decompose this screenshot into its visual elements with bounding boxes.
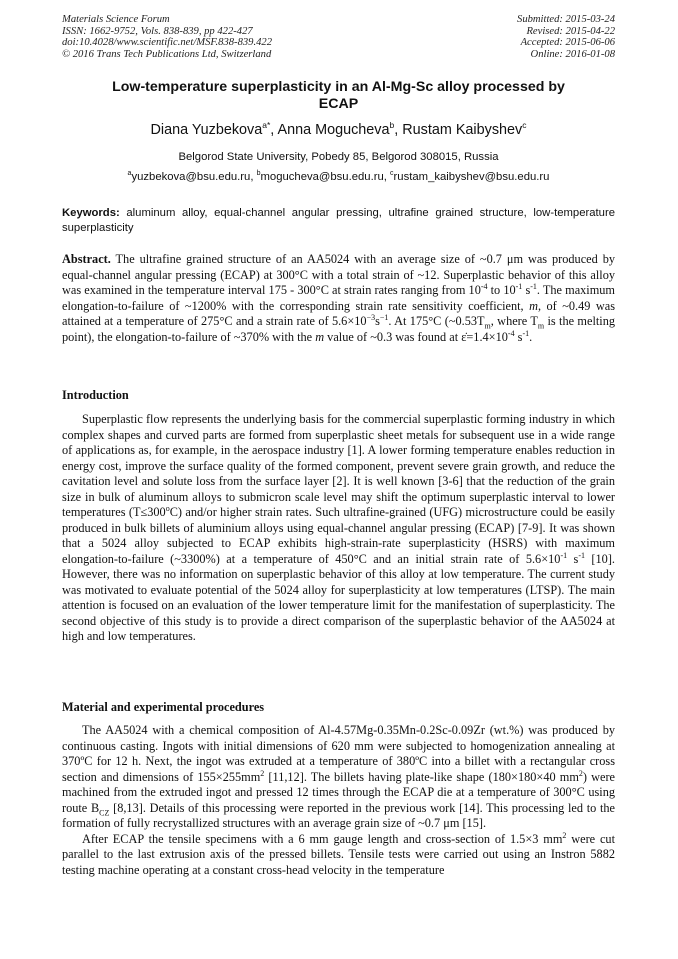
abstract-text: . The maximum elongation-to-failure of ~1200% with the corresponding strain rate sensitivity coefficient,: [62, 283, 615, 313]
online-date: Online: 2016-01-08: [530, 48, 615, 60]
keywords-label: Keywords:: [62, 207, 120, 219]
author-1: Diana Yuzbekova: [150, 122, 263, 138]
superscript: -1: [560, 550, 568, 560]
title-line-1: Low-temperature superplasticity in an Al-Mg-Sc alloy processed by: [112, 79, 565, 95]
journal-name: Materials Science Forum: [62, 14, 170, 25]
materials-body: [62, 723, 615, 878]
materials-heading: Material and experimental procedures: [62, 700, 265, 714]
paragraph-text: s: [567, 551, 579, 566]
abstract-text: , of ~0.49 was attained at a temperature of 275°C and a strain rate of 5.6×10: [62, 298, 615, 328]
abstract-text: .: [529, 329, 533, 344]
revised-date: Revised: 2015-04-22: [526, 25, 615, 37]
paragraph-text: After ECAP the tensile specimens with a 6 mm gauge length and cross-section of 1.5×3 mm: [82, 831, 563, 846]
exponent: -4: [480, 281, 488, 291]
exponent: -1: [515, 281, 523, 291]
paragraph-text: C) and/or higher strain rates. Such ultrafine-grained (UFG) microstructure could be easily produced in bulk billets of aluminium alloys using equal-channel angular pressing (ECAP) [7-9]. It was shown that a 5024 alloy subjected to ECAP exhibits high-strain-rate superplasticity (HSRS) with maximum elongation-to-failure (~3300%) at a temperature of 450°C and an initial strain rate of 5.6×10: [62, 505, 615, 566]
introduction-paragraph: [62, 412, 615, 645]
abstract: [62, 252, 615, 345]
abstract-text: , where T: [490, 314, 538, 328]
author-list: [62, 121, 615, 139]
abstract-text: value of ~0.3 was found at ε̇=1.4×10: [324, 329, 508, 344]
email-2-marker: b: [256, 170, 261, 178]
abstract-text: . At 175°C (~0.53T: [388, 314, 485, 328]
superscript: o: [165, 503, 170, 513]
email-1[interactable]: yuzbekova@bsu.edu.ru,: [131, 171, 257, 183]
submitted-date: Submitted: 2015-03-24: [517, 14, 615, 25]
superscript: -1: [578, 550, 585, 560]
email-3[interactable]: rustam_kaibyshev@bsu.edu.ru: [393, 171, 550, 183]
abstract-text: s: [514, 329, 523, 344]
abstract-text: is the melting point), the elongation-to-failure of ~370% with the: [62, 314, 615, 344]
author-3: , Rustam Kaibyshev: [394, 122, 523, 138]
introduction-heading: Introduction: [62, 388, 129, 402]
email-3-marker: c: [390, 170, 394, 178]
exponent: -1: [522, 328, 530, 338]
subscript: m: [537, 321, 545, 331]
superscript: 2: [260, 768, 265, 778]
paragraph-text: The AA5024 with a chemical composition of Al-4.57Mg-0.35Mn-0.2Sc-0.09Zr (wt.%) was produced by continuous casting. Ingots with initial dimensions of 620 mm were subjected to homogenization annealing at 370ºC for 12 h. Next, the ingot was extruded at a temperature of 380ºC into a billet with a rectangular cross section and dimensions of 155×255mm: [62, 723, 615, 784]
author-3-marker: c: [522, 120, 527, 131]
paragraph-text: Superplastic flow represents the underlying basis for the commercial superplastic forming industry in which complex shapes and curved parts are formed from superplastic sheet metals for subsequent use in a wide range of applications as, for example, in the aerospace industry [1]. A lower forming temperature enables reduction in energy cost, improve the surface quality of the formed component, prevent severe grain growth, and reduce the cavitation level and solute loss from the surface layer [2]. It is well known [3-6] that the reduction of the grain size in bulk of aluminum alloys to submicron scale level may shift the optimum superplastic interval to lower temperatures (T≤300: [62, 412, 615, 519]
paragraph-text: were cut parallel to the last extrusion axis of the pressed billets. Tensile tests were carried out using an Instron 5882 testing machine operating at a constant cross-head velocity in the temperature: [62, 831, 615, 877]
abstract-label: Abstract.: [62, 252, 111, 266]
superscript: 2: [562, 830, 567, 840]
symbol-m: m: [529, 298, 538, 313]
symbol-m: m: [315, 329, 325, 344]
materials-paragraph-1: [62, 723, 615, 832]
subscript: CZ: [99, 807, 110, 817]
issn: ISSN: 1662-9752, Vols. 838-839, pp 422-427: [62, 25, 253, 37]
abstract-text: s: [375, 314, 380, 328]
copyright: © 2016 Trans Tech Publications Ltd, Switzerland: [62, 48, 272, 60]
keywords: [62, 206, 615, 236]
abstract-text: to 10: [487, 283, 516, 297]
exponent: -4: [507, 328, 515, 338]
author-2: , Anna Mogucheva: [270, 122, 390, 138]
paragraph-text: [11,12]. The billets having plate-like shape (180×180×40 mm: [264, 769, 579, 784]
introduction-body: [62, 412, 615, 645]
abstract-text: The ultrafine grained structure of an AA5024 with an average size of ~0.7 μm was produced by equal-channel angular pressing (ECAP) at 300°C with a total strain of ~12. Superplastic behavior of this alloy was examined in the temperature interval 175 - 300°C at strain rates ranging from 10: [62, 252, 615, 297]
author-2-marker: b: [389, 120, 395, 131]
subscript: m: [484, 321, 491, 331]
materials-paragraph-2: [62, 832, 615, 879]
publication-dates: [517, 14, 615, 60]
title-line-2: ECAP: [318, 96, 359, 112]
email-1-marker: a: [127, 170, 132, 178]
email-list: [62, 170, 615, 184]
doi: doi:10.4028/www.scientific.net/MSF.838-839.422: [62, 37, 272, 49]
affiliation: Belgorod State University, Pobedy 85, Belgorod 308015, Russia: [178, 151, 499, 163]
paragraph-text: [10]. However, there was no information on superplastic behavior of this alloy at low temperature. The current study was motivated to evaluate potential of the 5024 alloy for superplasticity at low temperatures (LTSP). The main attention is focused on an evaluation of the lower temperature limit for the manifestation of superplasticity. The second objective of this study is to provide a direct comparison of the superplastic behavior of the AA5024 at high and low temperatures.: [62, 551, 615, 643]
paper-title: [62, 79, 615, 113]
exponent: -1: [530, 281, 537, 291]
paragraph-text: [8,13]. Details of this processing were reported in the previous work [14]. This processing led to the formation of fully recrystallized structures with an average grain size of ~0.7 μm [15].: [62, 800, 615, 830]
superscript: 2: [578, 768, 583, 778]
paragraph-text: ) were machined from the extruded ingot and pressed 12 times through the ECAP die at a temperature of 300°C using route B: [62, 769, 615, 815]
email-2[interactable]: mogucheva@bsu.edu.ru,: [260, 171, 391, 183]
journal-info: [62, 14, 272, 60]
keywords-text: aluminum alloy, equal-channel angular pressing, ultrafine grained structure, low-temperature superplasticity: [62, 207, 615, 234]
exponent: −3: [366, 312, 376, 322]
accepted-date: Accepted: 2015-06-06: [520, 37, 615, 49]
abstract-text: s: [522, 283, 531, 297]
exponent: −1: [379, 312, 389, 322]
author-1-marker: a*: [262, 120, 271, 131]
